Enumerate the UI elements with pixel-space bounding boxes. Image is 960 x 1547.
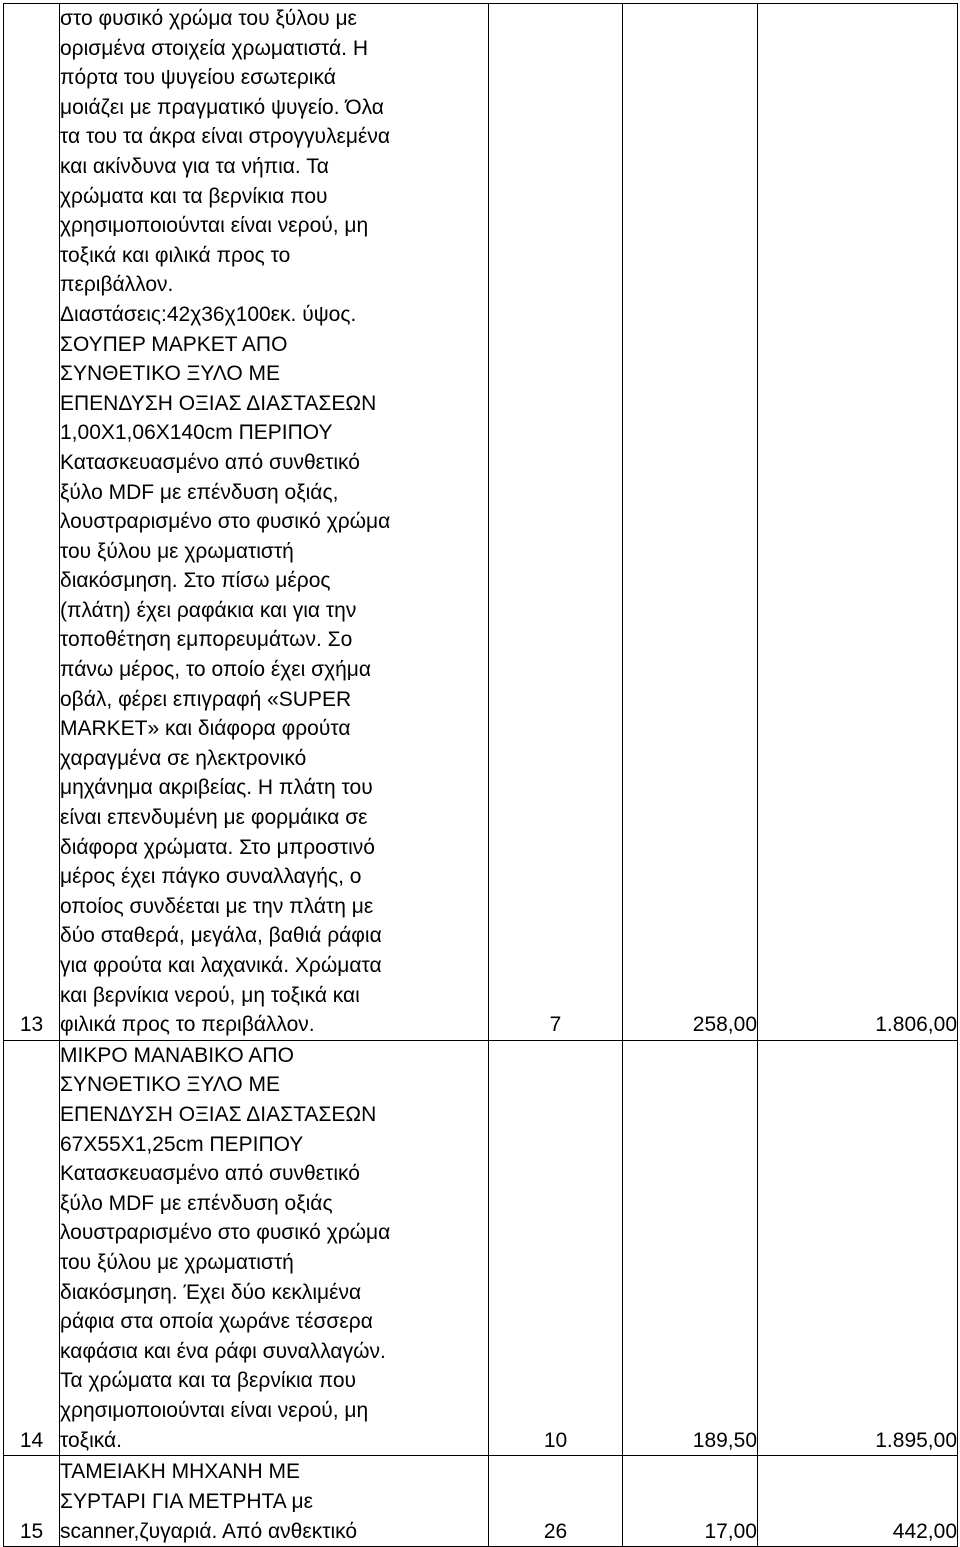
item-description: στο φυσικό χρώμα του ξύλου με ορισμένα στοιχεία χρωματιστά. Η πόρτα του ψυγείου εσωτερικά μοιάζει με πραγματικό ψυγείο. Όλα τα του τα άκρα είναι στρογγυλεμένα και ακίνδυνα για τα νήπια. Τα χρώματα και τα βερνίκια που χρησιμοποιούνται είναι νερού, μη τοξικά και φιλικά προς το περιβάλλον. Διαστάσεις:42χ36χ100εκ. ύψος. ΣΟΥΠΕΡ ΜΑΡΚΕΤ ΑΠΟ ΣΥΝΘΕΤΙΚΟ ΞΥΛΟ ΜΕ ΕΠΕΝΔΥΣΗ ΟΞΙΑΣ ΔΙΑΣΤΑΣΕΩΝ 1,00Χ1,06Χ140cm ΠΕΡΙΠΟΥ Κατασκευασμένο από συνθετικό ξύλο MDF με επένδυση οξιάς, λουστραρισμένο στο φυσικό χρώμα του ξύλου με χρωματιστή διακόσμηση. Στο πίσω μέρος (πλάτη) έχει ραφάκια και για την τοποθέτηση εμπορευμάτων. Σο πάνω μέρος, το οποίο έχει σχήμα οβάλ, φέρει επιγραφή «SUPER MARKET» και διάφορα φρούτα χαραγμένα σε ηλεκτρονικό μηχάνημα ακριβείας. Η πλάτη του είναι επενδυμένη με φορμάικα σε διάφορα χρώματα. Στο μπροστινό μέρος έχει πάγκο συναλλαγής, ο οποίος συνδέεται με την πλάτη με δύο σταθερά, μεγάλα, βαθιά ράφια για φρούτα και λαχανικά. Χρώματα και βερνίκια νερού, μη τοξικά και φιλικά προς το περιβάλλον. — [60, 4, 489, 1041]
item-number: 15 — [4, 1456, 60, 1547]
item-quantity: 7 — [489, 4, 623, 1041]
item-total: 1.895,00 — [758, 1040, 958, 1455]
item-quantity: 10 — [489, 1040, 623, 1455]
item-total: 442,00 — [758, 1456, 958, 1547]
item-number: 13 — [4, 4, 60, 1041]
table-row — [4, 1040, 958, 1455]
item-description: ΤΑΜΕΙΑΚΗ ΜΗΧΑΝΗ ΜΕ ΣΥΡΤΑΡΙ ΓΙΑ ΜΕΤΡΗΤΑ με scanner,ζυγαριά. Από ανθεκτικό — [60, 1456, 489, 1547]
item-quantity: 26 — [489, 1456, 623, 1547]
item-total: 1.806,00 — [758, 4, 958, 1041]
item-unit-price: 17,00 — [623, 1456, 758, 1547]
items-table — [3, 3, 958, 1547]
item-unit-price: 189,50 — [623, 1040, 758, 1455]
item-number: 14 — [4, 1040, 60, 1455]
item-description: ΜΙΚΡΟ ΜΑΝΑΒΙΚΟ ΑΠΟ ΣΥΝΘΕΤΙΚΟ ΞΥΛΟ ΜΕ ΕΠΕΝΔΥΣΗ ΟΞΙΑΣ ΔΙΑΣΤΑΣΕΩΝ 67Χ55Χ1,25cm ΠΕΡΙΠΟΥ Κατασκευασμένο από συνθετικό ξύλο MDF με επένδυση οξιάς λουστραρισμένο στο φυσικό χρώμα του ξύλου με χρωματιστή διακόσμηση. Έχει δύο κεκλιμένα ράφια στα οποία χωράνε τέσσερα καφάσια και ένα ράφι συναλλαγών. Τα χρώματα και τα βερνίκια που χρησιμοποιούνται είναι νερού, μη τοξικά. — [60, 1040, 489, 1455]
item-unit-price: 258,00 — [623, 4, 758, 1041]
table-row — [4, 1456, 958, 1547]
table-row — [4, 4, 958, 1041]
